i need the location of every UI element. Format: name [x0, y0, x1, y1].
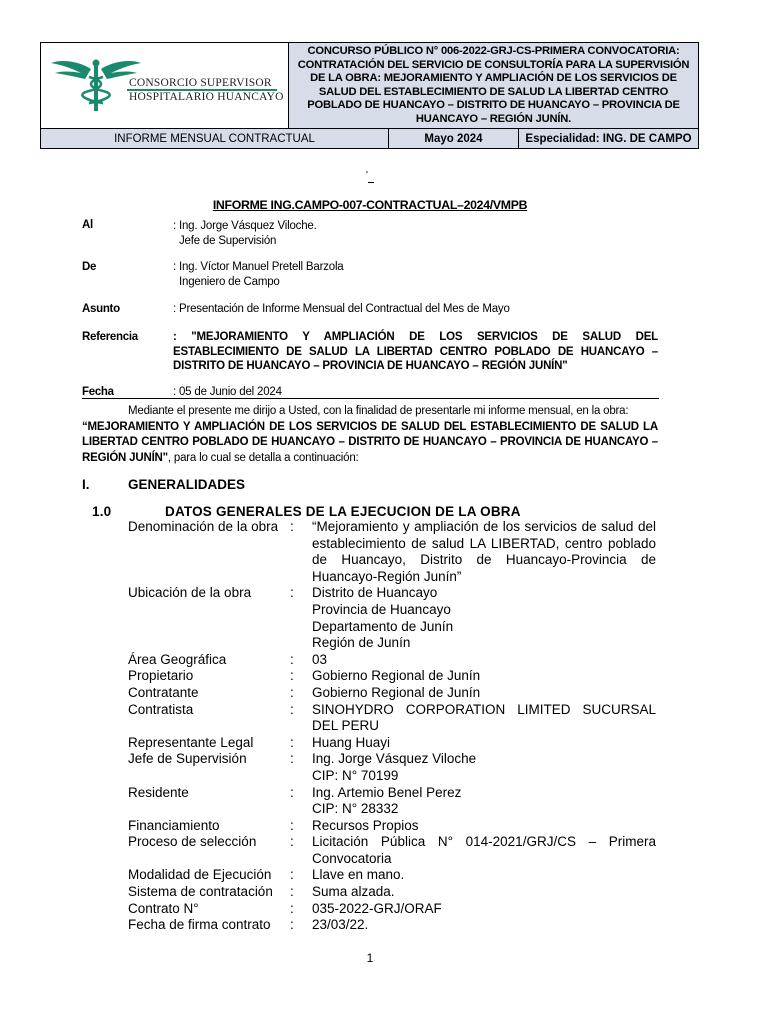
- page-number: 1: [366, 951, 374, 965]
- detail-value: [312, 735, 656, 752]
- de-label: De: [82, 261, 97, 273]
- marker-line: [368, 182, 374, 183]
- detail-value-line: Región de Junín: [312, 635, 411, 651]
- referencia-label: Referencia: [82, 331, 138, 343]
- detail-value-line: Gobierno Regional de Junín: [312, 668, 481, 684]
- asunto-label: Asunto: [82, 303, 120, 315]
- detail-separator: :: [290, 684, 294, 700]
- detail-value-line: 03: [312, 651, 328, 667]
- detail-value: [312, 834, 656, 867]
- detail-value-line: Llave en mano.: [312, 867, 405, 883]
- de-value: [173, 260, 344, 289]
- detail-separator: :: [290, 651, 294, 667]
- detail-value: [312, 685, 656, 702]
- al-role: Jefe de Supervisión: [179, 234, 277, 247]
- detail-row: [128, 818, 656, 835]
- report-type: INFORME MENSUAL CONTRACTUAL: [41, 129, 389, 149]
- detail-row: [128, 867, 656, 884]
- detail-separator: :: [290, 519, 294, 534]
- detail-row: [128, 901, 656, 918]
- detail-value-line: Ing. Artemio Benel Perez: [312, 784, 462, 800]
- detail-value: [312, 585, 656, 651]
- al-name: : Ing. Jorge Vásquez Viloche.: [173, 220, 317, 232]
- detail-row: [128, 834, 656, 867]
- detail-separator: :: [290, 817, 294, 833]
- detail-row: [128, 751, 656, 784]
- al-label: Al: [82, 219, 93, 231]
- detail-value: [312, 519, 656, 585]
- detail-separator: :: [290, 900, 294, 916]
- detail-value: [312, 668, 656, 685]
- intro-body: [82, 420, 658, 467]
- detail-value: [312, 901, 656, 918]
- detail-value-line: Gobierno Regional de Junín: [312, 684, 481, 700]
- detail-key: Representante Legal: [128, 734, 254, 750]
- detail-row: [128, 652, 656, 669]
- de-role: Ingeniero de Campo: [179, 275, 280, 288]
- detail-value-line: “Mejoramiento y ampliación de los servicios de salud del establecimiento de salud LA LIBERTAD, centro poblado de Huancayo, Distrito de Huancayo-Provincia de Huancayo-Región Junín”: [312, 519, 656, 584]
- section-1-title: GENERALIDADES: [128, 477, 246, 492]
- detail-key: Denominación de la obra: [128, 519, 279, 534]
- detail-row: [128, 519, 656, 585]
- detail-value: [312, 917, 656, 934]
- detail-value-line: Ing. Jorge Vásquez Viloche: [312, 751, 477, 767]
- section-1-number: I.: [82, 477, 90, 492]
- al-value: [173, 219, 317, 248]
- detail-row: [128, 884, 656, 901]
- detail-value-line: Suma alzada.: [312, 884, 395, 900]
- detail-key: Modalidad de Ejecución: [128, 867, 272, 883]
- detail-key: Proceso de selección: [128, 834, 257, 850]
- detail-key: Contrato N°: [128, 900, 199, 916]
- logo-line-2: HOSPITALARIO HUANCAYO: [129, 91, 284, 103]
- detail-key: Financiamiento: [128, 817, 220, 833]
- detail-value: [312, 818, 656, 835]
- detail-value-line: Distrito de Huancayo: [312, 585, 438, 601]
- detail-row: [128, 785, 656, 818]
- marker-dot: ': [366, 170, 368, 181]
- logo-line-1: CONSORCIO SUPERVISOR: [129, 77, 272, 89]
- fecha-value: : 05 de Junio del 2024: [173, 386, 282, 398]
- detail-separator: :: [290, 751, 294, 767]
- detail-value-line: CIP: N° 70199: [312, 767, 399, 783]
- intro-line: Mediante el presente me dirijo a Usted, con la finalidad de presentarle mi informe mensual, en la obra:: [128, 405, 629, 417]
- detail-key: Propietario: [128, 668, 194, 684]
- detail-separator: :: [290, 834, 294, 850]
- detail-value-line: Licitación Pública N° 014-2021/GRJ/CS – Primera Convocatoria: [312, 834, 656, 866]
- detail-value-line: SINOHYDRO CORPORATION LIMITED SUCURSAL DEL PERU: [312, 701, 656, 734]
- detail-value: [312, 702, 656, 735]
- detail-row: [128, 735, 656, 752]
- document-header: [40, 42, 699, 149]
- detail-key: Contratante: [128, 684, 199, 700]
- detail-row: [128, 668, 656, 685]
- referencia-value: : "MEJORAMIENTO Y AMPLIACIÓN DE LOS SERVICIOS DE SALUD DEL ESTABLECIMIENTO DE SALUD LA LIBERTAD CENTRO POBLADO DE HUANCAYO – DISTRITO DE HUANCAYO – PROVINCIA DE HUANCAYO – REGIÓN JUNÍN": [173, 331, 658, 372]
- detail-key: Jefe de Supervisión: [128, 751, 247, 767]
- detail-value: [312, 751, 656, 784]
- detail-value: [312, 785, 656, 818]
- detail-row: [128, 917, 656, 934]
- detail-separator: :: [290, 867, 294, 883]
- detail-key: Área Geográfica: [128, 651, 227, 667]
- project-details-list: [128, 519, 656, 934]
- asunto-value: : Presentación de Informe Mensual del Contractual del Mes de Mayo: [173, 303, 510, 315]
- de-name: : Ing. Víctor Manuel Pretell Barzola: [173, 261, 344, 273]
- detail-value-line: Huang Huayi: [312, 734, 391, 750]
- divider-line: [82, 398, 659, 399]
- detail-separator: :: [290, 734, 294, 750]
- detail-separator: :: [290, 917, 294, 933]
- detail-separator: :: [290, 784, 294, 800]
- detail-row: [128, 585, 656, 651]
- intro-paragraph: [82, 404, 658, 466]
- consortium-logo: [49, 57, 284, 113]
- intro-tail: , para lo cual se detalla a continuación:: [167, 451, 359, 464]
- header-info-row: [41, 128, 698, 148]
- detail-value-line: Provincia de Huancayo: [312, 601, 451, 617]
- detail-row: [128, 685, 656, 702]
- detail-separator: :: [290, 585, 294, 601]
- detail-value: [312, 867, 656, 884]
- report-period: Mayo 2024: [389, 129, 519, 149]
- intro-project-name: “MEJORAMIENTO Y AMPLIACIÓN DE LOS SERVICIOS DE SALUD DEL ESTABLECIMIENTO DE SALUD LA LIBERTAD CENTRO POBLADO DE HUANCAYO – DISTRITO DE HUANCAYO – PROVINCIA DE HUANCAYO – REGIÓN JUNÍN": [82, 420, 658, 464]
- detail-separator: :: [290, 701, 294, 717]
- report-title: INFORME ING.CAMPO-007-CONTRACTUAL–2024/VMPB: [212, 198, 528, 212]
- fecha-label: Fecha: [82, 386, 114, 398]
- detail-value: [312, 652, 656, 669]
- detail-key: Sistema de contratación: [128, 884, 273, 900]
- detail-value-line: 23/03/22.: [312, 917, 369, 933]
- section-1-0-number: 1.0: [92, 504, 112, 519]
- detail-value-line: Recursos Propios: [312, 817, 419, 833]
- detail-key: Residente: [128, 784, 189, 800]
- detail-row: [128, 702, 656, 735]
- detail-separator: :: [290, 884, 294, 900]
- report-specialty: Especialidad: ING. DE CAMPO: [525, 133, 692, 145]
- detail-value-line: 035-2022-GRJ/ORAF: [312, 900, 442, 916]
- detail-value-line: Departamento de Junín: [312, 618, 454, 634]
- detail-value-line: CIP: N° 28332: [312, 801, 399, 817]
- logo-cell: [41, 43, 289, 128]
- detail-key: Ubicación de la obra: [128, 585, 252, 601]
- detail-separator: :: [290, 668, 294, 684]
- logo-text: [129, 78, 284, 103]
- section-1-0-title: DATOS GENERALES DE LA EJECUCION DE LA OBRA: [165, 504, 521, 519]
- detail-key: Contratista: [128, 701, 194, 717]
- detail-value: [312, 884, 656, 901]
- detail-key: Fecha de firma contrato: [128, 917, 271, 933]
- contest-title: CONCURSO PÚBLICO N° 006-2022-GRJ-CS-PRIMERA CONVOCATORIA: CONTRATACIÓN DEL SERVICIO DE CONSULTORÍA PARA LA SUPERVISIÓN DE LA OBRA: MEJORAMIENTO Y AMPLIACIÓN DE LOS SERVICIOS DE SALUD DEL ESTABLECIMIENTO DE SALUD LA LIBERTAD CENTRO POBLADO DE HUANCAYO – DISTRITO DE HUANCAYO – PROVINCIA DE HUANCAYO – REGIÓN JUNÍN.: [289, 43, 698, 128]
